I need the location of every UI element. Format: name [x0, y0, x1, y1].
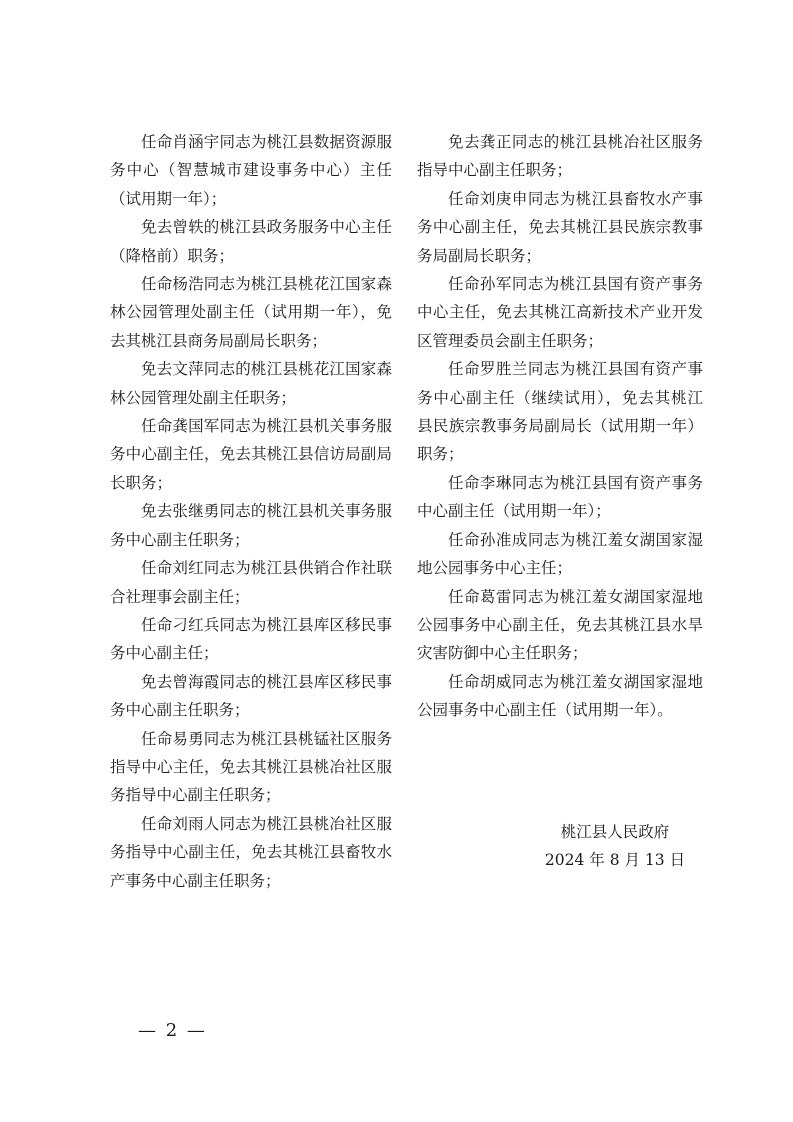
paragraph: 任命龚国军同志为桃江县机关事务服务中心副主任，免去其桃江县信访局副局长职务； [110, 417, 392, 492]
paragraph: 任命肖涵宇同志为桃江县数据资源服务中心（智慧城市建设事务中心）主任（试用期一年）； [110, 133, 392, 208]
paragraph: 任命孙军同志为桃江县国有资产事务中心主任，免去其桃江高新技术产业开发区管理委员会副主任职务； [417, 275, 703, 350]
paragraph: 任命易勇同志为桃江县桃锰社区服务指导中心主任，免去其桃江县桃冶社区服务指导中心副主任职务； [110, 729, 392, 805]
paragraph: 任命刘红同志为桃江县供销合作社联合社理事会副主任； [110, 559, 392, 606]
paragraph: 任命刘庚申同志为桃江县畜牧水产事务中心副主任，免去其桃江县民族宗教事务局副局长职务； [417, 189, 703, 265]
paragraph: 任命胡威同志为桃江羞女湖国家湿地公园事务中心副主任（试用期一年）。 [417, 672, 703, 720]
paragraph: 免去龚正同志的桃江县桃冶社区服务指导中心副主任职务； [417, 133, 703, 180]
paragraph: 免去文萍同志的桃江县桃花江国家森林公园管理处副主任职务； [110, 360, 392, 407]
paragraph: 任命孙准成同志为桃江羞女湖国家湿地公园事务中心主任； [417, 530, 703, 578]
issue-date: 2024 年 8 月 13 日 [544, 851, 686, 869]
paragraph: 任命罗胜兰同志为桃江县国有资产事务中心副主任（继续试用），免去其桃江县民族宗教事务局副局长（试用期一年）职务； [417, 360, 703, 464]
left-column [110, 128, 392, 895]
paragraph: 免去曾轶的桃江县政务服务中心主任（降格前）职务； [110, 218, 392, 265]
paragraph: 任命刘雨人同志为桃江县桃冶社区服务指导中心副主任，免去其桃江县畜牧水产事务中心副主任职务； [110, 814, 392, 890]
right-column [417, 128, 703, 725]
paragraph: 任命李琳同志为桃江县国有资产事务中心副主任（试用期一年）； [417, 473, 703, 521]
paragraph: 任命刁红兵同志为桃江县库区移民事务中心副主任； [110, 615, 392, 663]
page-number: — 2 — [138, 1020, 207, 1041]
signature-block [530, 818, 700, 874]
paragraph: 免去曾海霞同志的桃江县库区移民事务中心副主任职务； [110, 672, 392, 720]
issuing-organization: 桃江县人民政府 [560, 823, 670, 841]
paragraph: 任命杨浩同志为桃江县桃花江国家森林公园管理处副主任（试用期一年），免去其桃江县商务局副局长职务； [110, 275, 392, 350]
paragraph: 免去张继勇同志的桃江县机关事务服务中心副主任职务； [110, 502, 392, 549]
paragraph: 任命葛雷同志为桃江羞女湖国家湿地公园事务中心副主任，免去其桃江县水旱灾害防御中心主任职务； [417, 587, 703, 663]
